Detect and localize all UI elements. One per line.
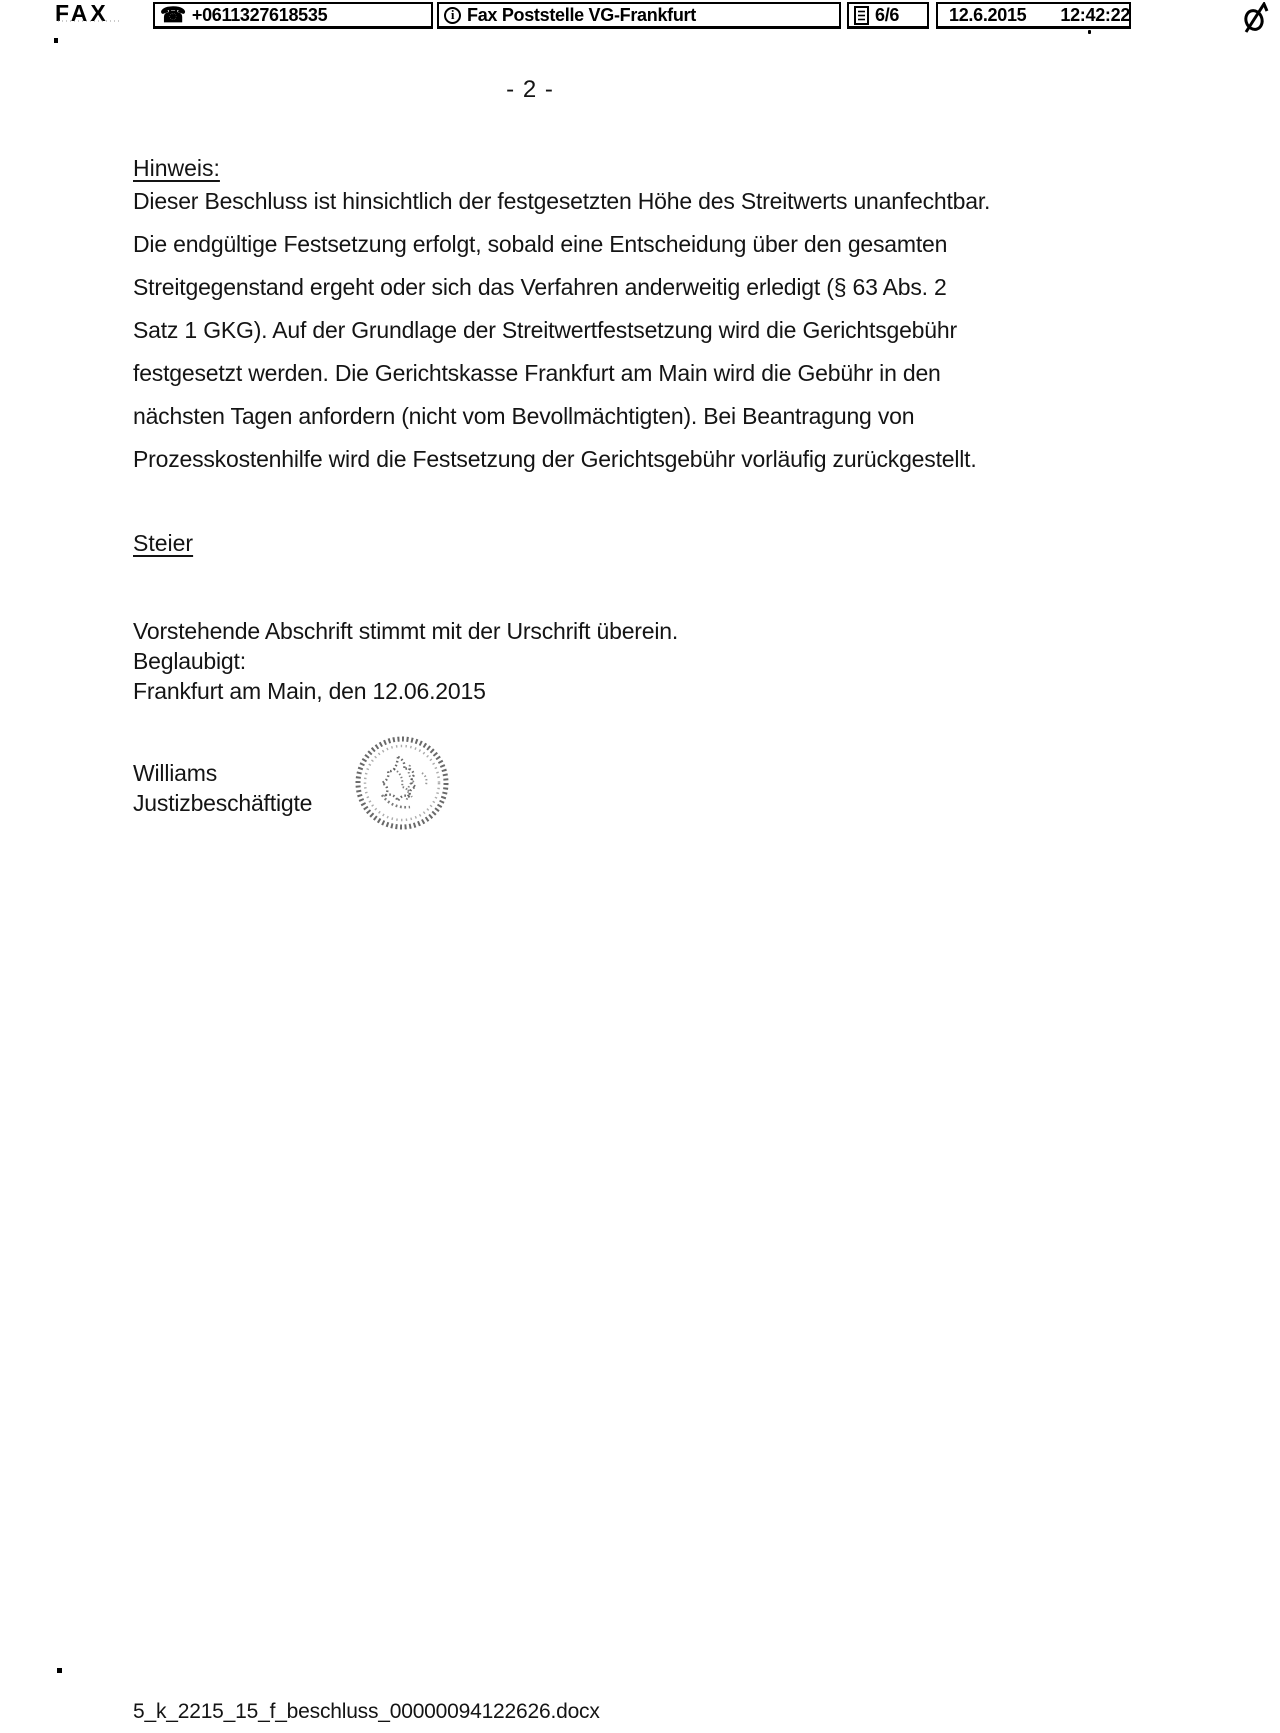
notice-heading bbox=[133, 155, 220, 182]
clerk-title: Justizbeschäftigte bbox=[133, 790, 313, 816]
certification-place-date: Frankfurt am Main, den 12.06.2015 bbox=[133, 678, 486, 704]
fax-pagecount-box bbox=[847, 2, 929, 29]
certification-label: Beglaubigt: bbox=[133, 648, 246, 674]
page-number: - 2 - bbox=[506, 76, 554, 103]
fax-sender-box bbox=[437, 2, 841, 29]
scan-artifact-speckle bbox=[58, 20, 122, 22]
fax-phone-number: +0611327618535 bbox=[191, 4, 328, 25]
clerk-name: Williams bbox=[133, 760, 217, 786]
phone-icon: ☎ bbox=[160, 3, 186, 27]
notice-line: Dieser Beschluss ist hinsichtlich der festgesetzten Höhe des Streitwerts unanfechtbar. bbox=[133, 188, 991, 214]
footer-filename: 5_k_2215_15_f_beschluss_00000094122626.docx bbox=[133, 1700, 600, 1723]
certification-block bbox=[133, 616, 678, 706]
info-icon: i bbox=[444, 7, 461, 24]
notice-line: festgesetzt werden. Die Gerichtskasse Frankfurt am Main wird die Gebühr in den bbox=[133, 360, 941, 386]
notice-line: Die endgültige Festsetzung erfolgt, sobald eine Entscheidung über den gesamten bbox=[133, 231, 948, 257]
notice-line: Satz 1 GKG). Auf der Grundlage der Streitwertfestsetzung wird die Gerichtsgebühr bbox=[133, 317, 957, 343]
judge-signature-name bbox=[133, 530, 193, 557]
notice-line: Streitgegenstand ergeht oder sich das Verfahren anderweitig erledigt (§ 63 Abs. 2 bbox=[133, 274, 947, 300]
judge-signature-text: Steier bbox=[133, 530, 194, 556]
notice-line: nächsten Tagen anfordern (nicht vom Bevollmächtigten). Bei Beantragung von bbox=[133, 403, 915, 429]
fax-datetime-box bbox=[936, 2, 1131, 29]
fax-page-count: 6/6 bbox=[875, 4, 900, 25]
notice-paragraph bbox=[133, 180, 1101, 481]
fax-date: 12.6.2015 bbox=[949, 4, 1027, 25]
fax-sender-label: Fax Poststelle VG-Frankfurt bbox=[467, 4, 696, 25]
clerk-block bbox=[133, 758, 312, 818]
official-seal-stamp bbox=[352, 735, 452, 831]
fax-phone-box bbox=[153, 2, 433, 29]
fax-brand-label: FAX bbox=[55, 0, 109, 26]
fax-time: 12:42:22 bbox=[1060, 4, 1131, 25]
scan-artifact-dot bbox=[57, 1668, 62, 1673]
notice-heading-text: Hinweis: bbox=[133, 155, 220, 181]
scan-artifact-dot bbox=[54, 38, 58, 43]
scan-artifact-dot bbox=[1088, 30, 1091, 34]
certification-statement: Vorstehende Abschrift stimmt mit der Urschrift überein. bbox=[133, 618, 679, 644]
document-pages-icon bbox=[854, 6, 869, 25]
notice-line: Prozesskostenhilfe wird die Festsetzung der Gerichtsgebühr vorläufig zurückgestellt. bbox=[133, 446, 977, 472]
pen-nib-icon bbox=[1243, 2, 1270, 33]
